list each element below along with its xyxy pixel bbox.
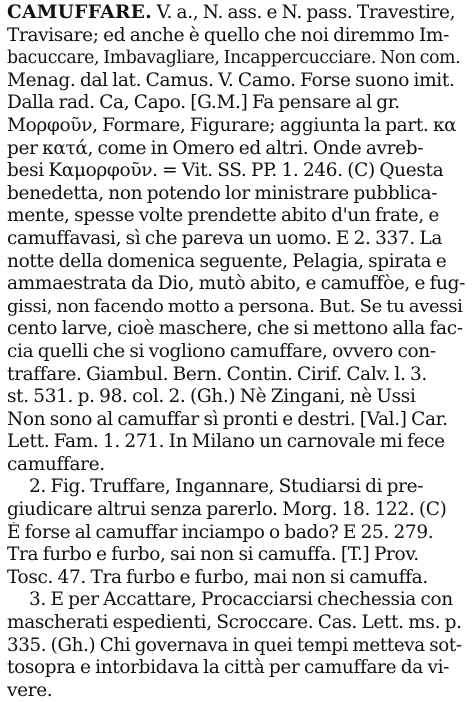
entry-line: st. 531. p. 98. col. 2. (Gh.) Nè Zingani, nè Ussi (7, 386, 416, 408)
sense-3-line: 3. E per Accattare, Procacciarsi chechessia con (29, 589, 453, 611)
entry-line: traffare. Giambul. Bern. Contin. Cirif. Calv. l. 3. (7, 363, 427, 385)
entry-line: Tra furbo e furbo, sai non si camuffa. [T.] Prov. (7, 544, 419, 566)
entry-line: notte della domenica seguente, Pelagia, spirata e (7, 250, 447, 272)
entry-line: bacuccare, Imbavagliare, Incappercucciare. Non com. (7, 48, 461, 69)
entry-line: ammaestrata da Dio, mutò abito, e camuffòe, e fug- (7, 273, 466, 295)
headword: CAMUFFARE. (7, 2, 153, 23)
entry-line: besi Καμορφοῦν. = Vit. SS. PP. 1. 246. (C) Questa (7, 160, 444, 182)
entry-line: cento larve, cioè maschere, che si mettono alla fac- (7, 318, 463, 340)
entry-line: Μορφοῦν, Formare, Figurare; aggiunta la part. κα (7, 114, 457, 136)
entry-line: camuffare. (7, 453, 105, 475)
entry-line: Lett. Fam. 1. 271. In Milano un carnovale mi fece (7, 431, 445, 453)
entry-line: gissi, non facendo motto a persona. But. Se tu avessi (7, 295, 463, 317)
entry-line: vere. (7, 679, 53, 701)
entry-line: tosopra e intorbidava la città per camuffare da vi- (7, 657, 450, 679)
entry-line: mente, spesse volte prendette abito d'un frate, e (7, 205, 440, 227)
entry-line: benedetta, non potendo lor ministrare pubblica- (7, 182, 438, 204)
entry-line: Menag. dal lat. Camus. V. Camo. Forse suono imit. (7, 69, 455, 91)
entry-line: Dalla rad. Ca, Capo. [G.M.] Fa pensare al gr. (7, 92, 400, 114)
entry-line: cia quelli che si vogliono camuffare, ovvero con- (7, 340, 436, 362)
entry-line: camuffavasi, sì che pareva un uomo. E 2. 337. La (7, 227, 443, 249)
entry-line: Travisare; ed anche è quello che noi diremmo Im- (7, 24, 450, 46)
entry-line: Tosc. 47. Tra furbo e furbo, mai non si camuffa. (7, 566, 428, 588)
sense-2-line: 2. Fig. Truffare, Ingannare, Studiarsi di pre- (29, 476, 424, 498)
entry-line: per κατά, come in Omero ed altri. Onde avreb- (7, 137, 424, 159)
entry-line: Non sono al camuffar sì pronti e destri. [Val.] Car. (7, 408, 448, 430)
entry-line: È forse al camuffar inciampo o bado? E 25. 279. (7, 521, 434, 543)
entry-line: CAMUFFARE. V. a., N. ass. e N. pass. Travestire, (7, 2, 456, 23)
entry-line: 335. (Gh.) Chi governava in quei tempi metteva sot- (7, 634, 462, 656)
entry-line: giudicare altrui senza parerlo. Morg. 18. 122. (C) (7, 499, 447, 521)
entry-line: mascherati espedienti, Scroccare. Cas. Lett. ms. p. (7, 612, 462, 634)
